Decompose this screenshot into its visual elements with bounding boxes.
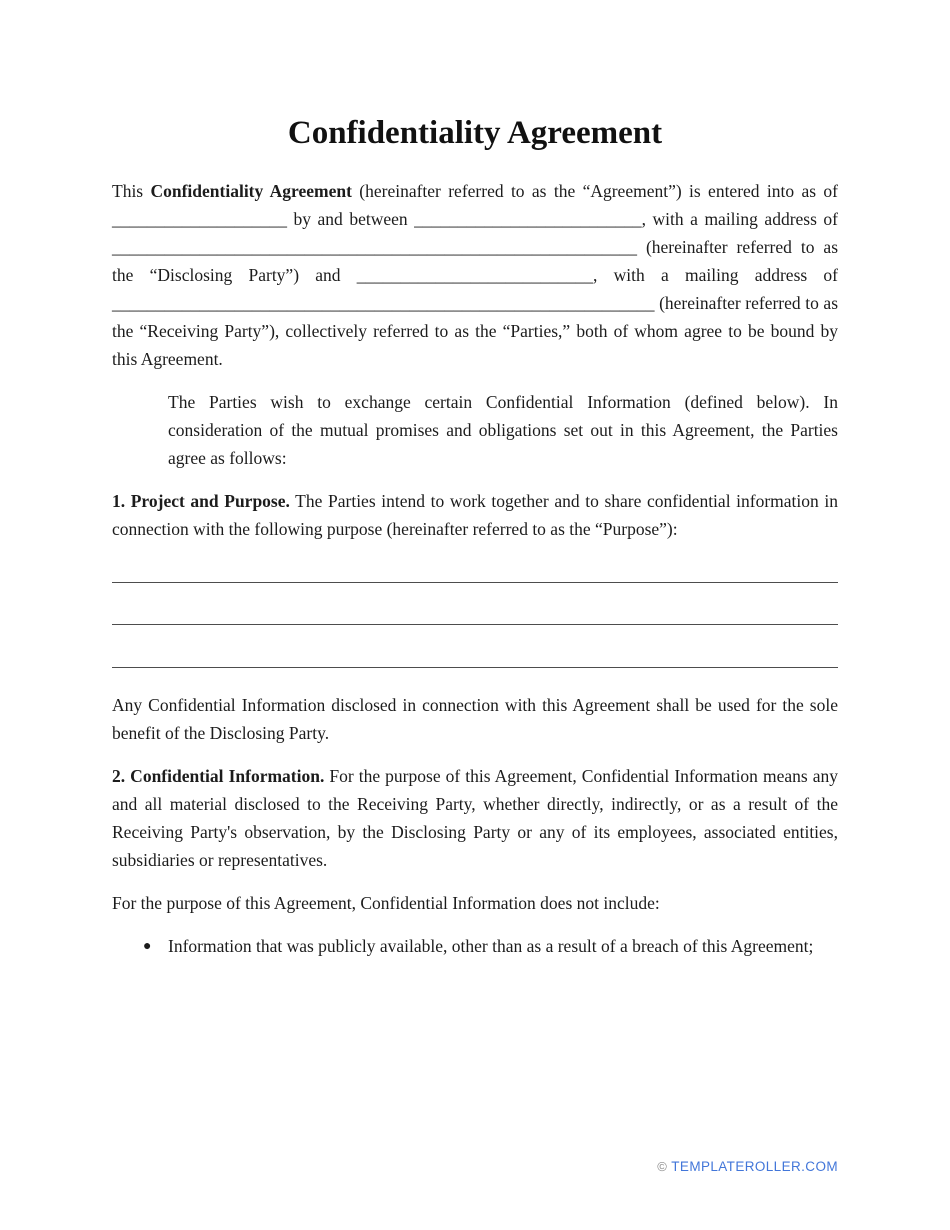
exclusion-item bbox=[112, 932, 838, 960]
recitals-paragraph: The Parties wish to exchange certain Confidential Information (defined below). In consideration of the mutual promises and obligations set out in this Agreement, the Parties agree as follows: bbox=[168, 392, 838, 468]
write-in-line bbox=[112, 583, 838, 626]
exclusion-text: Information that was publicly available, other than as a result of a breach of this Agreement; bbox=[168, 935, 814, 956]
bullet-icon: ● bbox=[143, 938, 152, 954]
section-1-paragraph: 1. Project and Purpose. The Parties intend to work together and to share confidential information in connection with the following purpose (hereinafter referred to as the “Purpose”): bbox=[112, 491, 839, 539]
footer bbox=[657, 1159, 838, 1174]
purpose-write-in-lines bbox=[112, 540, 838, 668]
intro-paragraph: This Confidentiality Agreement (hereinafter referred to as the “Agreement”) is entered into as of ____________________ by and between __________________________, with a mailing address of ____________________________________________________________ (hereinafter referred to as the “Disclosing Party”) and ___________________________, with a mailing address of ______________________________________________________________ (hereinafter referred to as the “Receiving Party”), collectively referred to as the “Parties,” both of whom agree to be bound by this Agreement. bbox=[112, 181, 839, 369]
exclusions-intro-paragraph: For the purpose of this Agreement, Confidential Information does not include: bbox=[112, 892, 660, 913]
exclusions-list bbox=[112, 932, 838, 960]
footer-link[interactable]: TEMPLATEROLLER.COM bbox=[671, 1159, 838, 1174]
page-title: Confidentiality Agreement bbox=[287, 115, 663, 151]
document-body bbox=[0, 177, 950, 960]
copyright-icon: © bbox=[657, 1159, 668, 1174]
section-2-paragraph: 2. Confidential Information. For the purpose of this Agreement, Confidential Information means any and all material disclosed to the Receiving Party, whether directly, indirectly, or as a result of the Receiving Party's observation, by the Disclosing Party or any of its employees, associated entities, subsidiaries or representatives. bbox=[112, 765, 839, 870]
write-in-line bbox=[112, 540, 838, 583]
post-purpose-paragraph: Any Confidential Information disclosed in connection with this Agreement shall be used for the sole benefit of the Disclosing Party. bbox=[112, 694, 838, 743]
write-in-line bbox=[112, 625, 838, 668]
